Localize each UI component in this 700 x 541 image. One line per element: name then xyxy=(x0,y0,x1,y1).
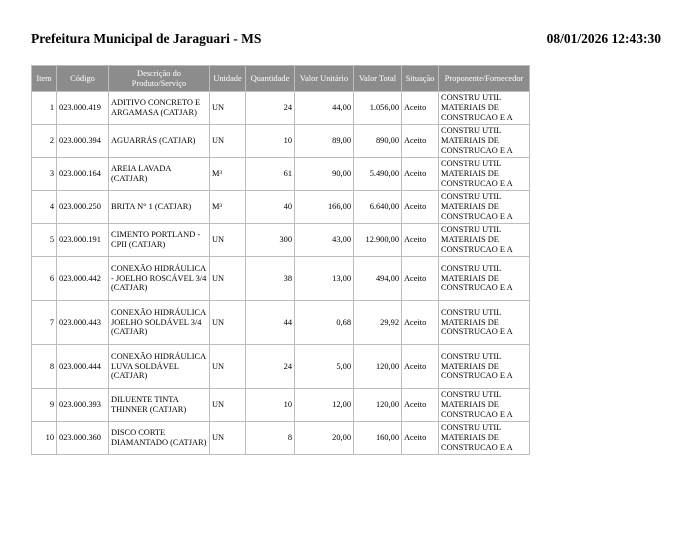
table-row xyxy=(32,345,530,389)
cell-valor-unitario: 44,00 xyxy=(295,92,354,125)
cell-valor-unitario: 89,00 xyxy=(295,125,354,158)
cell-valor-total: 120,00 xyxy=(354,345,402,389)
cell-quantidade: 8 xyxy=(246,422,295,455)
cell-unidade: UN xyxy=(210,224,246,257)
table-row xyxy=(32,158,530,191)
cell-valor-unitario: 13,00 xyxy=(295,257,354,301)
cell-item: 2 xyxy=(32,125,57,158)
table-row xyxy=(32,257,530,301)
cell-unidade: UN xyxy=(210,345,246,389)
cell-unidade: UN xyxy=(210,301,246,345)
cell-unidade: M³ xyxy=(210,158,246,191)
cell-item: 4 xyxy=(32,191,57,224)
cell-valor-unitario: 90,00 xyxy=(295,158,354,191)
cell-valor-total: 5.490,00 xyxy=(354,158,402,191)
table-row xyxy=(32,224,530,257)
cell-unidade: UN xyxy=(210,257,246,301)
cell-fornecedor: CONSTRU UTIL MATERIAIS DE CONSTRUCAO E A xyxy=(439,257,530,301)
cell-fornecedor: CONSTRU UTIL MATERIAIS DE CONSTRUCAO E A xyxy=(439,389,530,422)
cell-item: 8 xyxy=(32,345,57,389)
report-datetime: 08/01/2026 12:43:30 xyxy=(546,31,661,46)
cell-valor-unitario: 0,68 xyxy=(295,301,354,345)
cell-situacao: Aceito xyxy=(402,257,439,301)
table-row xyxy=(32,422,530,455)
cell-item: 7 xyxy=(32,301,57,345)
cell-situacao: Aceito xyxy=(402,158,439,191)
cell-descricao: ADITIVO CONCRETO E ARGAMASA (CATJAR) xyxy=(109,92,210,125)
cell-fornecedor: CONSTRU UTIL MATERIAIS DE CONSTRUCAO E A xyxy=(439,345,530,389)
cell-item: 9 xyxy=(32,389,57,422)
cell-quantidade: 10 xyxy=(246,389,295,422)
cell-valor-total: 29,92 xyxy=(354,301,402,345)
cell-codigo: 023.000.164 xyxy=(57,158,109,191)
cell-item: 10 xyxy=(32,422,57,455)
cell-situacao: Aceito xyxy=(402,125,439,158)
cell-fornecedor: CONSTRU UTIL MATERIAIS DE CONSTRUCAO E A xyxy=(439,158,530,191)
column-header-codigo: Código xyxy=(57,66,109,92)
cell-item: 1 xyxy=(32,92,57,125)
cell-valor-unitario: 166,00 xyxy=(295,191,354,224)
cell-codigo: 023.000.250 xyxy=(57,191,109,224)
cell-codigo: 023.000.191 xyxy=(57,224,109,257)
cell-situacao: Aceito xyxy=(402,191,439,224)
column-header-valor-unitario: Valor Unitário xyxy=(295,66,354,92)
column-header-unidade: Unidade xyxy=(210,66,246,92)
cell-fornecedor: CONSTRU UTIL MATERIAIS DE CONSTRUCAO E A xyxy=(439,92,530,125)
cell-valor-unitario: 12,00 xyxy=(295,389,354,422)
cell-codigo: 023.000.444 xyxy=(57,345,109,389)
table-row xyxy=(32,191,530,224)
cell-quantidade: 40 xyxy=(246,191,295,224)
column-header-situacao: Situação xyxy=(402,66,439,92)
cell-fornecedor: CONSTRU UTIL MATERIAIS DE CONSTRUCAO E A xyxy=(439,125,530,158)
page-title: Prefeitura Municipal de Jaraguari - MS xyxy=(31,31,262,46)
cell-quantidade: 38 xyxy=(246,257,295,301)
cell-valor-unitario: 5,00 xyxy=(295,345,354,389)
cell-valor-total: 120,00 xyxy=(354,389,402,422)
cell-codigo: 023.000.443 xyxy=(57,301,109,345)
cell-descricao: CONEXÃO HIDRÁULICA - JOELHO ROSCÁVEL 3/4 (CATJAR) xyxy=(109,257,210,301)
cell-valor-total: 494,00 xyxy=(354,257,402,301)
cell-codigo: 023.000.393 xyxy=(57,389,109,422)
table-header-row xyxy=(32,66,530,92)
cell-fornecedor: CONSTRU UTIL MATERIAIS DE CONSTRUCAO E A xyxy=(439,191,530,224)
cell-valor-total: 12.900,00 xyxy=(354,224,402,257)
cell-quantidade: 61 xyxy=(246,158,295,191)
cell-descricao: DISCO CORTE DIAMANTADO (CATJAR) xyxy=(109,422,210,455)
cell-situacao: Aceito xyxy=(402,422,439,455)
cell-unidade: M³ xyxy=(210,191,246,224)
cell-situacao: Aceito xyxy=(402,345,439,389)
cell-fornecedor: CONSTRU UTIL MATERIAIS DE CONSTRUCAO E A xyxy=(439,224,530,257)
cell-valor-total: 890,00 xyxy=(354,125,402,158)
column-header-valor-total: Valor Total xyxy=(354,66,402,92)
cell-codigo: 023.000.394 xyxy=(57,125,109,158)
cell-item: 5 xyxy=(32,224,57,257)
cell-quantidade: 10 xyxy=(246,125,295,158)
cell-item: 6 xyxy=(32,257,57,301)
cell-descricao: AGUARRÁS (CATJAR) xyxy=(109,125,210,158)
cell-descricao: CONEXÃO HIDRÁULICA LUVA SOLDÁVEL (CATJAR) xyxy=(109,345,210,389)
cell-valor-total: 160,00 xyxy=(354,422,402,455)
cell-situacao: Aceito xyxy=(402,92,439,125)
page-header xyxy=(31,31,661,47)
cell-unidade: UN xyxy=(210,422,246,455)
column-header-item: Item xyxy=(32,66,57,92)
table-row xyxy=(32,301,530,345)
cell-descricao: DILUENTE TINTA THINNER (CATJAR) xyxy=(109,389,210,422)
cell-descricao: AREIA LAVADA (CATJAR) xyxy=(109,158,210,191)
cell-unidade: UN xyxy=(210,125,246,158)
column-header-descricao: Descrição do Produto/Serviço xyxy=(109,66,210,92)
cell-quantidade: 300 xyxy=(246,224,295,257)
column-header-quantidade: Quantidade xyxy=(246,66,295,92)
cell-quantidade: 24 xyxy=(246,92,295,125)
table-row xyxy=(32,92,530,125)
cell-valor-unitario: 43,00 xyxy=(295,224,354,257)
column-header-fornecedor: Proponente/Fornecedor xyxy=(439,66,530,92)
cell-situacao: Aceito xyxy=(402,389,439,422)
cell-situacao: Aceito xyxy=(402,301,439,345)
cell-codigo: 023.000.442 xyxy=(57,257,109,301)
cell-quantidade: 24 xyxy=(246,345,295,389)
items-table xyxy=(31,65,530,455)
cell-codigo: 023.000.360 xyxy=(57,422,109,455)
cell-codigo: 023.000.419 xyxy=(57,92,109,125)
table-row xyxy=(32,125,530,158)
cell-unidade: UN xyxy=(210,92,246,125)
table-row xyxy=(32,389,530,422)
cell-valor-unitario: 20,00 xyxy=(295,422,354,455)
cell-descricao: CIMENTO PORTLAND - CPII (CATJAR) xyxy=(109,224,210,257)
cell-unidade: UN xyxy=(210,389,246,422)
cell-valor-total: 6.640,00 xyxy=(354,191,402,224)
cell-quantidade: 44 xyxy=(246,301,295,345)
cell-valor-total: 1.056,00 xyxy=(354,92,402,125)
cell-descricao: CONEXÃO HIDRÁULICA JOELHO SOLDÁVEL 3/4 (CATJAR) xyxy=(109,301,210,345)
cell-situacao: Aceito xyxy=(402,224,439,257)
cell-item: 3 xyxy=(32,158,57,191)
cell-fornecedor: CONSTRU UTIL MATERIAIS DE CONSTRUCAO E A xyxy=(439,301,530,345)
cell-fornecedor: CONSTRU UTIL MATERIAIS DE CONSTRUCAO E A xyxy=(439,422,530,455)
cell-descricao: BRITA N° 1 (CATJAR) xyxy=(109,191,210,224)
